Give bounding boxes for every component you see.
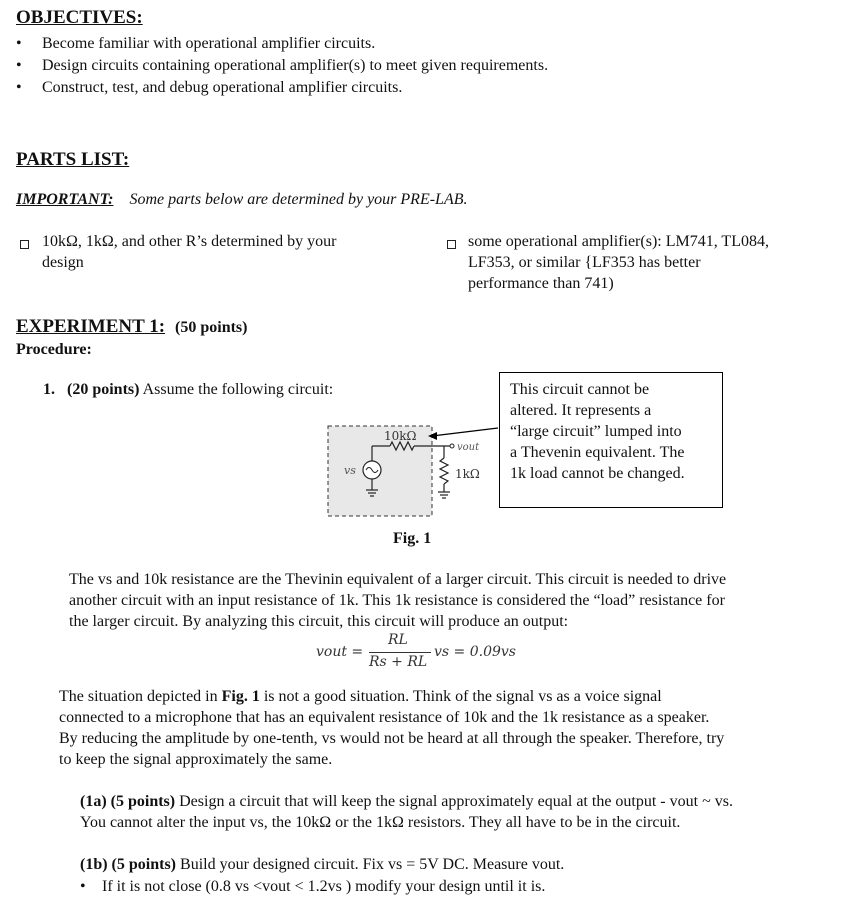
callout-arrow [432, 428, 498, 436]
figure-caption: Fig. 1 [393, 530, 432, 547]
question-1b: (1b) (5 points) Build your designed circuit. Fix vs = 5V DC. Measure vout. [80, 856, 565, 873]
question-1: 1. (20 points) Assume the following circuit: [43, 381, 334, 398]
part-item-opamps-cont: LF353, or similar {LF353 has better [468, 254, 701, 271]
bullet-icon: • [16, 79, 22, 96]
paragraph-line: another circuit with an input resistance of 1k. This 1k resistance is considered the “load” resistance for [69, 592, 725, 609]
paragraph-line: The situation depicted in Fig. 1 is not a good situation. Think of the signal vs as a voice signal [59, 688, 662, 705]
r-source-label: 10kΩ [384, 429, 417, 443]
parts-heading: PARTS LIST: [16, 149, 130, 170]
checkbox-icon [447, 240, 456, 249]
circuit-note-box: This circuit cannot be altered. It represents a “large circuit” lumped into a Thevenin equivalent. The 1k load cannot be changed. [499, 372, 723, 508]
equation-denominator: Rs + RL [369, 654, 428, 670]
part-item-opamps-cont: performance than 741) [468, 275, 614, 292]
part-item-resistors-cont: design [42, 254, 84, 271]
equation-numerator: RL [388, 632, 408, 648]
vout-label: vout [457, 442, 480, 453]
procedure-label: Procedure: [16, 341, 92, 358]
question-1a-cont: You cannot alter the input vs, the 10kΩ or the 1kΩ resistors. They all have to be in the circuit. [80, 814, 681, 831]
fraction-bar [369, 652, 431, 653]
bullet-icon: • [80, 878, 86, 895]
bullet-icon: • [16, 35, 22, 52]
equation-lhs: vout = [316, 644, 364, 660]
important-text: Some parts below are determined by your PRE-LAB. [129, 191, 468, 208]
paragraph-line: connected to a microphone that has an equivalent resistance of 10k and the 1k resistance as a speaker. [59, 709, 710, 726]
circuit-diagram [320, 418, 500, 522]
question-1a: (1a) (5 points) Design a circuit that will keep the signal approximately equal at the output - vout ~ vs. [80, 793, 733, 810]
equation-rhs: vs = 0.09vs [434, 644, 516, 660]
part-item-opamps: some operational amplifier(s): LM741, TL084, [468, 233, 769, 250]
resistor-1k-icon [440, 458, 448, 484]
paragraph-line: The vs and 10k resistance are the Thevinin equivalent of a larger circuit. This circuit is needed to drive [69, 571, 727, 588]
ground-icon [438, 492, 450, 498]
bullet-icon: • [16, 57, 22, 74]
output-terminal-icon [450, 444, 454, 448]
paragraph-line: to keep the signal approximately the same. [59, 751, 333, 768]
experiment-heading: EXPERIMENT 1: (50 points) [16, 316, 248, 337]
paragraph-line: the larger circuit. By analyzing this circuit, this circuit will produce an output: [69, 613, 569, 630]
paragraph-line: By reducing the amplitude by one-tenth, vs would not be heard at all through the speaker. Therefore, try [59, 730, 725, 747]
part-item-resistors: 10kΩ, 1kΩ, and other R’s determined by your [42, 233, 337, 250]
vs-label: vs [344, 464, 356, 477]
r-load-label: 1kΩ [455, 467, 480, 481]
checkbox-icon [20, 240, 29, 249]
important-note [16, 191, 468, 209]
important-label: IMPORTANT: [16, 191, 114, 208]
objectives-heading: OBJECTIVES: [16, 7, 143, 28]
